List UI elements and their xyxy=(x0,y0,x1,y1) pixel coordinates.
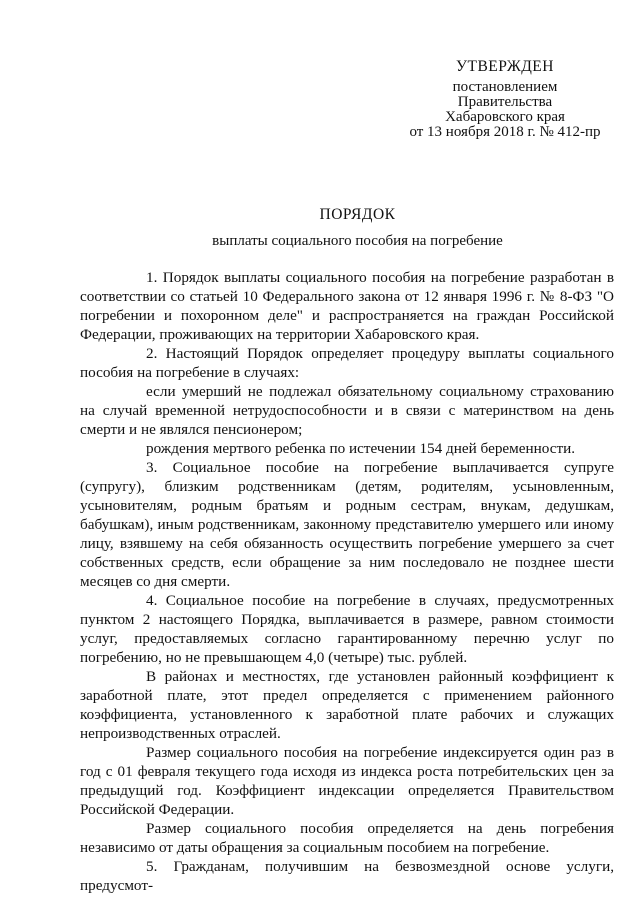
approval-line-region: Хабаровского края xyxy=(445,109,565,125)
paragraph-4-size: Размер социального пособия определяется на день погребения независимо от даты обращения за социальным пособием на погребение. xyxy=(80,820,614,856)
paragraph-2-case-1: если умерший не подлежал обязательному социальному страхованию на случай временной нетрудоспособности и в связи с материнством на день смерти и не являлся пенсионером; xyxy=(80,383,614,438)
document-title: ПОРЯДОК xyxy=(319,206,396,223)
approval-title: УТВЕРЖДЕН xyxy=(456,58,554,75)
document-heading xyxy=(80,205,635,251)
approval-line-decree: постановлением xyxy=(452,79,558,95)
approval-stamp xyxy=(395,58,615,140)
paragraph-4-regional: В районах и местностях, где установлен районный коэффициент к заработной плате, этот предел определяется с применением районного коэффициента, установленного к заработной плате рабочих и служащих непроизводственных отраслей. xyxy=(80,668,614,742)
approval-line-government: Правительства xyxy=(457,94,553,110)
paragraph-1: 1. Порядок выплаты социального пособия на погребение разработан в соответствии со статьей 10 Федерального закона от 12 января 1996 г. № 8-ФЗ "О погребении и похоронном деле" и распространяется на граждан Российской Федерации, проживающих на территории Хабаровского края. xyxy=(80,269,614,343)
paragraph-3: 3. Социальное пособие на погребение выплачивается супруге (супругу), близким родственникам (детям, родителям, усыновленным, усыновителям, родным братьям и родным сестрам, внукам, дедушкам, бабушкам), иным родственникам, законному представителю умершего или иному лицу, взявшему на себя обязанность осуществить погребение умершего за счет собственных средств, если обращение за ним последовало не позднее шести месяцев со дня смерти. xyxy=(80,459,614,590)
document-subtitle: выплаты социального пособия на погребение xyxy=(212,233,503,249)
paragraph-2: 2. Настоящий Порядок определяет процедуру выплаты социального пособия на погребение в случаях: xyxy=(80,345,614,381)
document-body xyxy=(80,268,614,895)
paragraph-2-case-2: рождения мертвого ребенка по истечении 154 дней беременности. xyxy=(146,440,576,457)
approval-line-date: от 13 ноября 2018 г. № 412-пр xyxy=(409,124,601,140)
paragraph-4-indexation: Размер социального пособия на погребение индексируется один раз в год с 01 февраля текущего года исходя из индекса роста потребительских цен за предыдущий год. Коэффициент индексации определяется Правительством Российской Федерации. xyxy=(80,744,614,818)
paragraph-4: 4. Социальное пособие на погребение в случаях, предусмотренных пунктом 2 настоящего Порядка, выплачивается в размере, равном стоимости услуг, предоставляемых согласно гарантированному перечню услуг по погребению, но не превышающем 4,0 (четыре) тыс. рублей. xyxy=(80,592,614,666)
paragraph-5: 5. Гражданам, получившим на безвозмездной основе услуги, предусмот- xyxy=(80,858,614,894)
